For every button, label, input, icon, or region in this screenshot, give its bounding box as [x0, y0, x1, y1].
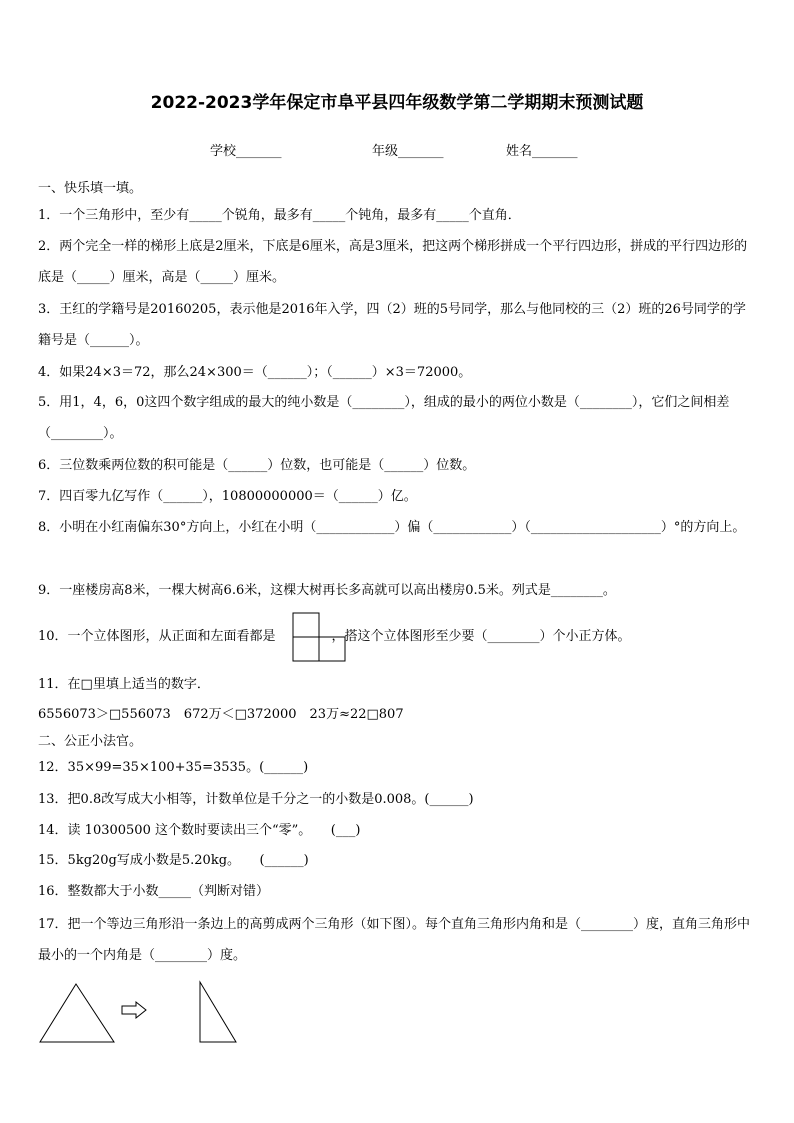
question-6: 6．三位数乘两位数的积可能是（______）位数，也可能是（______）位数。 [38, 458, 476, 473]
question-1: 1．一个三角形中，至少有_____个锐角，最多有_____个钝角，最多有_____个直角． [38, 208, 521, 223]
question-5: 5．用1，4，6，0这四个数字组成的最大的纯小数是（________），组成的最小的两位小数是（________），它们之间相差（________）。 [38, 395, 730, 441]
question-11-items: 6556073＞□556073 672万＜□372000 23万≈22□807 [38, 707, 404, 722]
section-heading-1: 一、快乐填一填。 [38, 181, 143, 196]
question-2: 2．两个完全一样的梯形上底是2厘米，下底是6厘米，高是3厘米，把这两个梯形拼成一个平行四边形，拼成的平行四边形的底是（_____）厘米，高是（_____）厘米。 [38, 239, 748, 285]
question-17: 17．把一个等边三角形沿一条边上的高剪成两个三角形（如下图）。每个直角三角形内角和是（________）度，直角三角形中最小的一个内角是（________）度。 [38, 917, 751, 963]
question-11: 11．在□里填上适当的数字． [38, 677, 210, 692]
question-7: 7．四百零九亿写作（______），10800000000＝（______）亿。 [38, 489, 417, 504]
section-heading-2: 二、公正小法官。 [38, 734, 143, 749]
question-10 [38, 629, 756, 645]
equilateral-triangle [40, 984, 114, 1042]
view-square-bottom-left [293, 637, 319, 661]
question-3: 3．王红的学籍号是20160205，表示他是2016年入学，四（2）班的5号同学，那么与他同校的三（2）班的26号同学的学籍号是（______）。 [38, 302, 746, 348]
question-10-text-after: ，搭这个立体图形至少要（________）个小正方体。 [331, 629, 631, 644]
question-13: 13．把0.8改写成大小相等，计数单位是千分之一的小数是0.008。(______) [38, 792, 474, 807]
question-9: 9．一座楼房高8米，一棵大树高6.6米，这棵大树再长多高就可以高出楼房0.5米。列式是________。 [38, 583, 616, 598]
question-4: 4．如果24×3＝72，那么24×300＝（______）；（______）×3＝72000。 [38, 365, 472, 380]
arrow-right-icon [122, 1002, 146, 1018]
cube-view-figure [292, 612, 346, 662]
page-title: 2022-2023学年保定市阜平县四年级数学第二学期期末预测试题 [150, 93, 644, 113]
view-square-bottom-right [319, 637, 345, 661]
question-15: 15．5kg20g写成小数是5.20kg。 (______) [38, 853, 309, 868]
school-field: 学校_______ [210, 144, 282, 159]
right-triangle [200, 982, 236, 1042]
question-10-text-before: 10．一个立体图形，从正面和左面看都是 [38, 629, 276, 644]
triangle-cut-figure [36, 978, 276, 1048]
question-12: 12．35×99=35×100+35=3535。(______) [38, 760, 309, 775]
name-field: 姓名_______ [506, 144, 578, 159]
question-14: 14．读 10300500 这个数时要读出三个“零”。 (___) [38, 823, 361, 838]
question-8: 8．小明在小红南偏东30°方向上，小红在小明（____________）偏（____________）（____________________）°的方向上。 [38, 520, 746, 535]
view-square-top [293, 613, 319, 637]
question-16: 16．整数都大于小数_____（判断对错） [38, 884, 270, 899]
grade-field: 年级_______ [372, 144, 444, 159]
